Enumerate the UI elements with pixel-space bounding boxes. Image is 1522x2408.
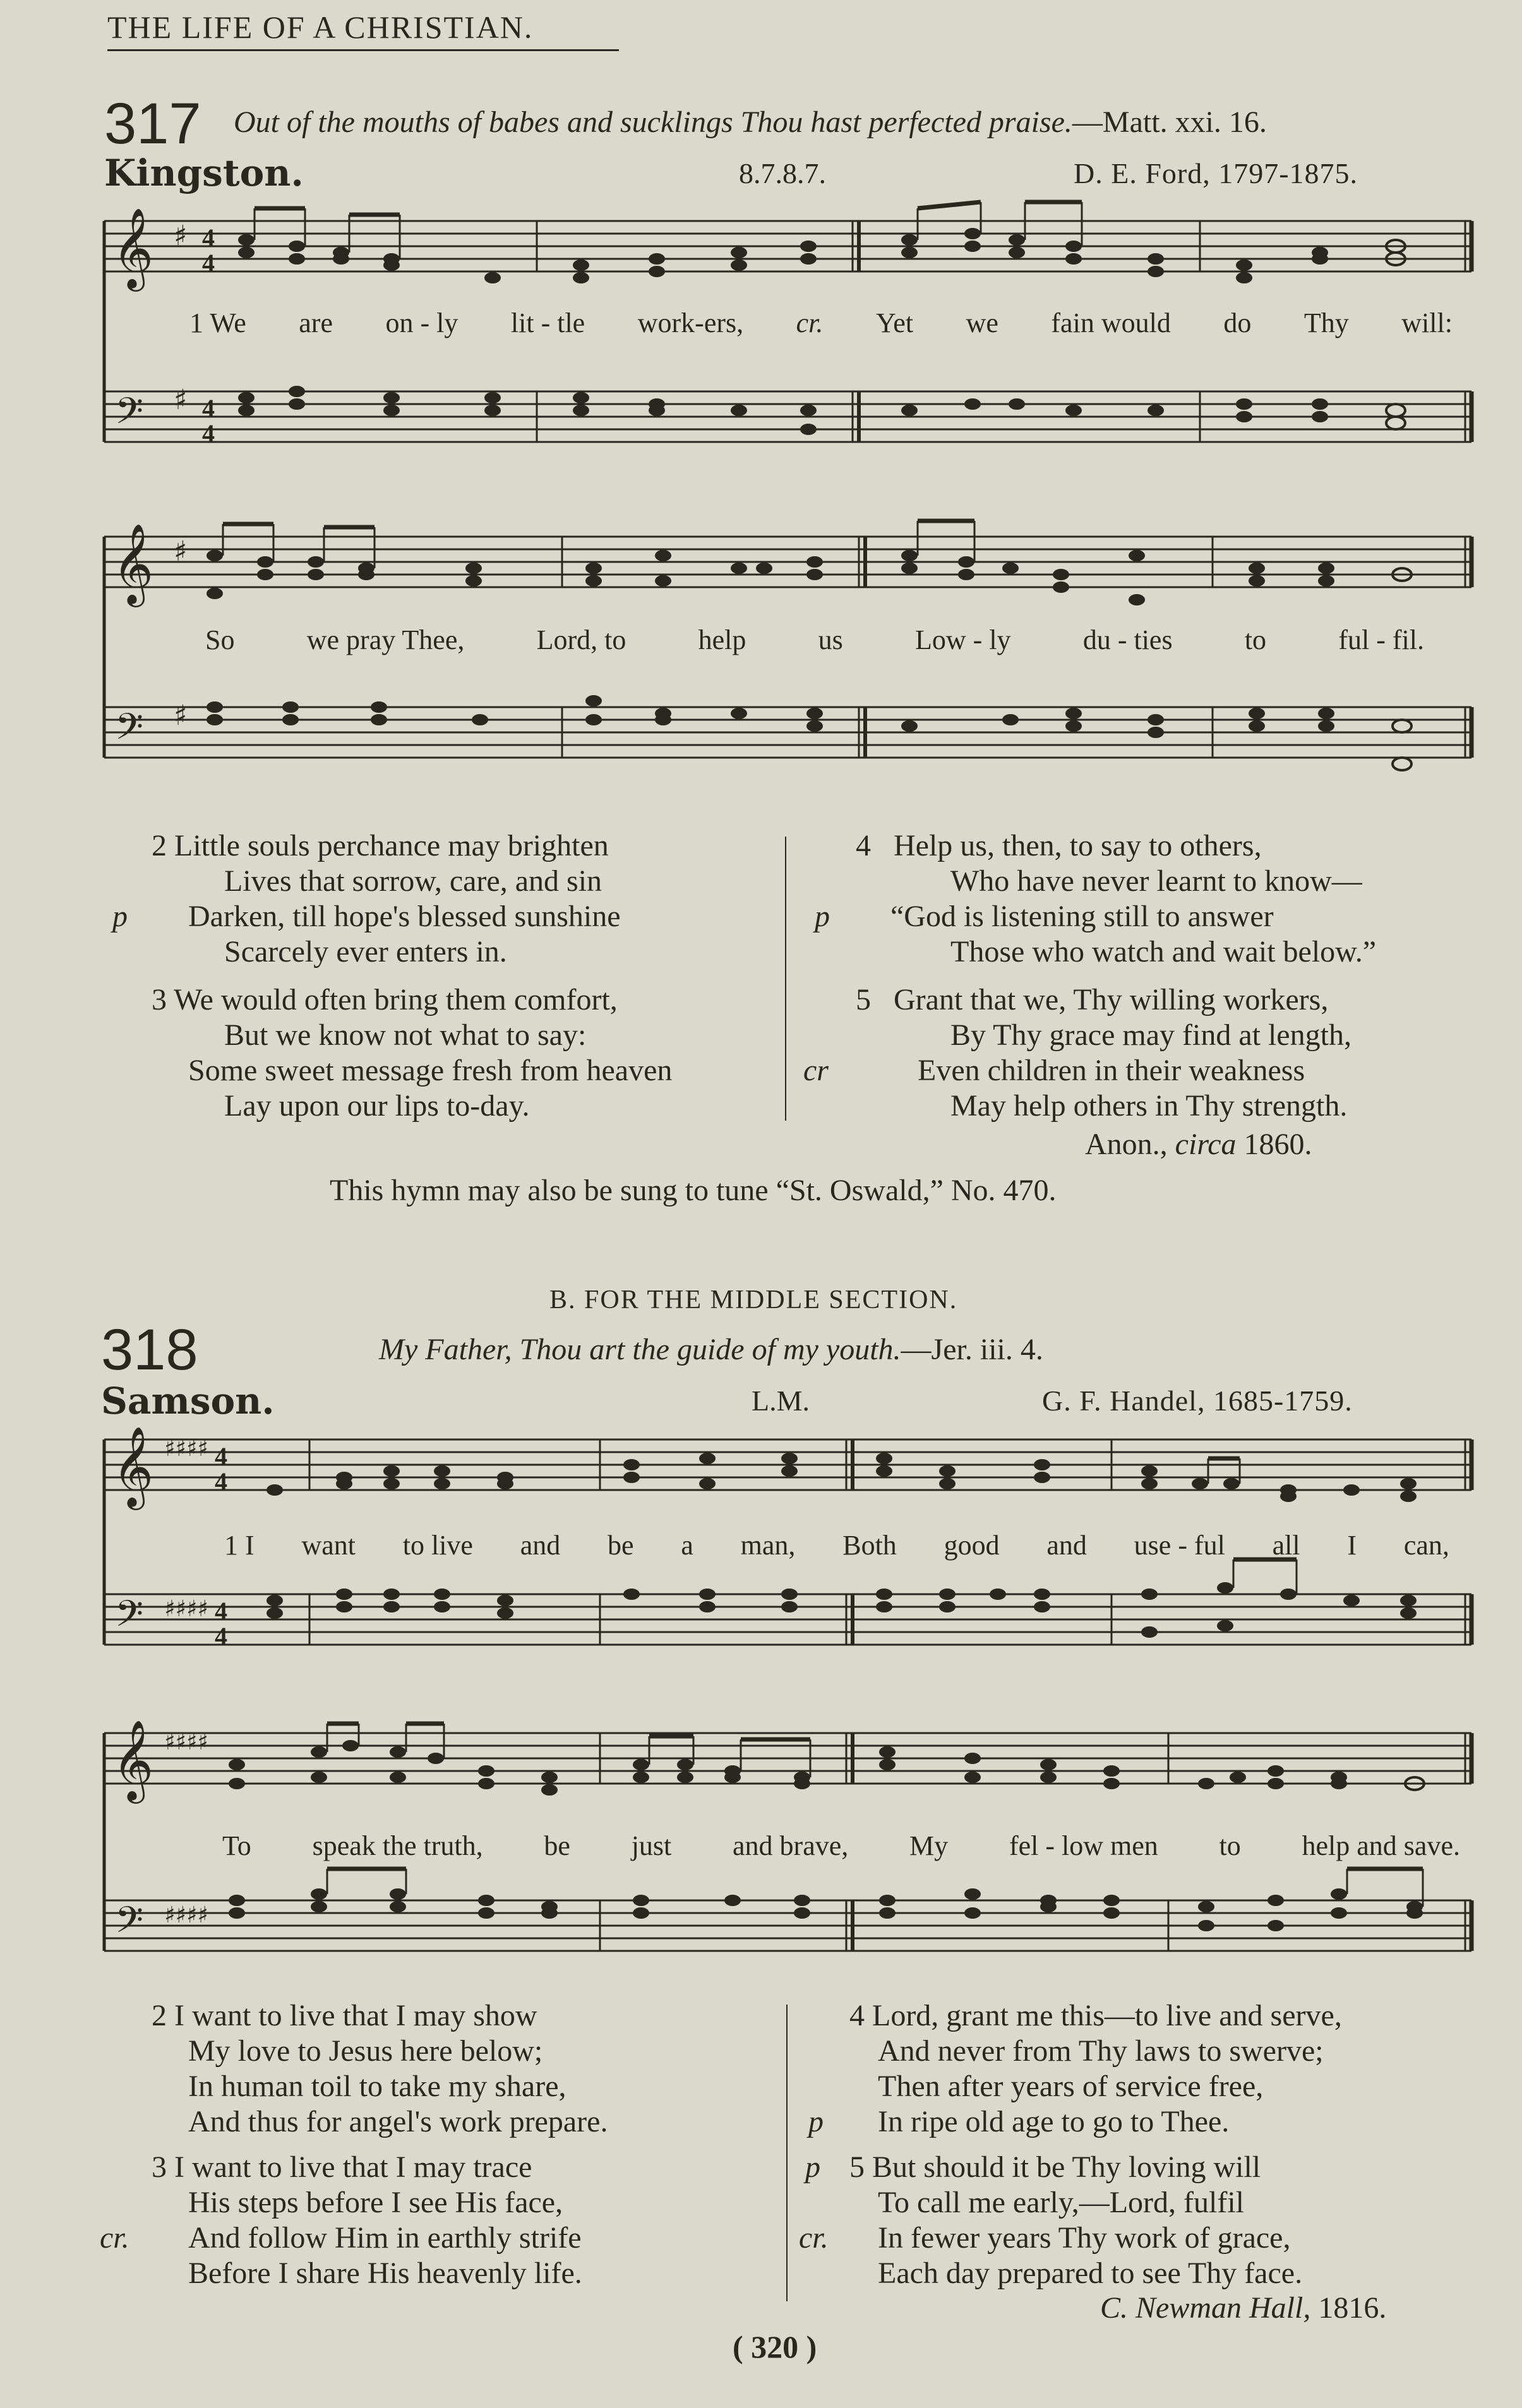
lyric-syllable: So bbox=[205, 624, 235, 655]
verse-line: In ripe old age to go to Thee. bbox=[878, 2105, 1230, 2138]
hymn-318-epigraph-ref: —Jer. iii. 4. bbox=[901, 1333, 1043, 1366]
verse-number: 4 bbox=[849, 1999, 865, 2032]
hymn-318-tune-name: Samson. bbox=[101, 1380, 275, 1422]
hymn-318-verse-5 bbox=[849, 2150, 1302, 2291]
lyric-syllable: Low - ly bbox=[915, 624, 1011, 655]
verse-text: Little souls perchance may brighten bbox=[174, 829, 609, 862]
verse-line bbox=[856, 828, 1376, 864]
verse-line: And never from Thy laws to swerve; bbox=[878, 2034, 1324, 2068]
verse-line bbox=[849, 1998, 1342, 2034]
verse-text: But should it be Thy loving will bbox=[872, 2150, 1261, 2184]
verse-line: May help others in Thy strength. bbox=[950, 1089, 1348, 1123]
lyric-syllable: To bbox=[222, 1830, 251, 1861]
verse-text: Lord, grant me this—to live and serve, bbox=[872, 1999, 1342, 2032]
svg-text:♯: ♯ bbox=[174, 384, 188, 416]
lyric-syllable: lit - tle bbox=[510, 307, 585, 338]
running-head: THE LIFE OF A CHRISTIAN. bbox=[107, 9, 619, 51]
verse-number: 3 bbox=[152, 2150, 167, 2184]
verse-line: “God is listening still to answer bbox=[890, 900, 1274, 933]
verse-line: Lives that sorrow, care, and sin bbox=[224, 864, 602, 898]
svg-text:♯: ♯ bbox=[174, 535, 188, 568]
lyric-syllable: use - ful bbox=[1134, 1530, 1225, 1561]
hymn-317-author-credit bbox=[1085, 1127, 1312, 1162]
lyric-syllable: I bbox=[1347, 1530, 1357, 1561]
lyric-syllable: fel - low men bbox=[1009, 1830, 1158, 1861]
lyric-syllable: du - ties bbox=[1082, 624, 1173, 655]
hymn-317-verse-4 bbox=[856, 828, 1376, 970]
dynamic-mark: p bbox=[815, 900, 830, 933]
svg-text:♯: ♯ bbox=[174, 700, 188, 732]
verse-line: His steps before I see His face, bbox=[188, 2186, 563, 2219]
hymn-317-verse-2 bbox=[152, 828, 621, 970]
lyric-syllable: and bbox=[520, 1530, 561, 1561]
svg-text:𝄢: 𝄢 bbox=[115, 390, 144, 441]
svg-text:♯♯♯♯: ♯♯♯♯ bbox=[164, 1436, 208, 1462]
verse-line: In human toil to take my share, bbox=[188, 2070, 566, 2103]
dynamic-mark: cr. bbox=[799, 2221, 829, 2255]
hymn-318-meter: L.M. bbox=[752, 1385, 810, 1417]
lyric-syllable: us bbox=[818, 624, 843, 655]
lyric-syllable: Thy bbox=[1303, 307, 1349, 338]
hymn-317-epigraph bbox=[234, 105, 1267, 140]
verse-number: 3 bbox=[152, 983, 167, 1016]
credit-author: C. Newman Hall, bbox=[1100, 2291, 1311, 2325]
lyric-syllable: and bbox=[1046, 1530, 1087, 1561]
section-title: B. FOR THE MIDDLE SECTION. bbox=[549, 1285, 958, 1314]
lyric-syllable: do bbox=[1223, 307, 1252, 338]
hymn-318-verse-4 bbox=[849, 1998, 1342, 2140]
verse-text: Grant that we, Thy willing workers, bbox=[894, 983, 1329, 1016]
verse-line: Each day prepared to see Thy face. bbox=[878, 2256, 1303, 2290]
verse-line: Some sweet message fresh from heaven bbox=[188, 1054, 673, 1087]
lyric-syllable: 1 I bbox=[224, 1530, 255, 1561]
verse-line: To call me early,—Lord, fulfil bbox=[878, 2186, 1244, 2219]
dynamic-mark: p bbox=[112, 900, 128, 933]
svg-text:𝄞: 𝄞 bbox=[112, 1426, 154, 1506]
verse-number: 2 bbox=[152, 1999, 167, 2032]
lyric-syllable: good bbox=[944, 1530, 1000, 1561]
verse-line bbox=[152, 1998, 608, 2034]
hymn-317-composer: D. E. Ford, 1797-1875. bbox=[1074, 157, 1358, 189]
lyric-syllable: to live bbox=[402, 1530, 473, 1561]
lyric-syllable: all bbox=[1272, 1530, 1300, 1561]
svg-text:4: 4 bbox=[215, 1597, 227, 1625]
svg-text:♯♯♯♯: ♯♯♯♯ bbox=[164, 1729, 208, 1755]
hymn-317-meter: 8.7.8.7. bbox=[739, 157, 826, 189]
lyric-syllable: help bbox=[698, 624, 746, 655]
svg-text:𝄞: 𝄞 bbox=[112, 523, 154, 604]
hymn-317-epigraph-ref: —Matt. xxi. 16. bbox=[1072, 105, 1267, 139]
verse-line: Even children in their weakness bbox=[918, 1054, 1305, 1087]
column-divider bbox=[785, 837, 786, 1121]
column-divider bbox=[786, 2005, 788, 2301]
svg-text:4: 4 bbox=[202, 249, 215, 277]
verse-number: 5 bbox=[849, 2150, 865, 2184]
lyric-syllable: 1 We bbox=[189, 307, 246, 338]
svg-text:4: 4 bbox=[202, 419, 215, 448]
lyric-syllable: man, bbox=[740, 1530, 796, 1561]
lyric-syllable: and brave, bbox=[733, 1830, 849, 1861]
lyric-syllable: a bbox=[681, 1530, 693, 1561]
dynamic-mark: p bbox=[808, 2105, 824, 2138]
svg-text:𝄞: 𝄞 bbox=[112, 207, 154, 288]
verse-text: I want to live that I may show bbox=[174, 1999, 537, 2032]
hymn-317-epigraph-text: Out of the mouths of babes and sucklings Thou hast perfected praise. bbox=[234, 105, 1072, 139]
hymn-318-verse-2 bbox=[152, 1998, 608, 2140]
verse-text: I want to live that I may trace bbox=[174, 2150, 532, 2184]
credit-year: 1816. bbox=[1318, 2291, 1387, 2325]
lyric-syllable: be bbox=[544, 1830, 570, 1861]
lyric-syllable: help and save. bbox=[1302, 1830, 1460, 1861]
lyric-syllable: speak the truth, bbox=[312, 1830, 483, 1861]
verse-line: And follow Him in earthly strife bbox=[188, 2221, 582, 2255]
verse-line bbox=[152, 982, 672, 1018]
credit-author: Anon., bbox=[1085, 1128, 1168, 1161]
verse-line: Before I share His heavenly life. bbox=[188, 2256, 582, 2290]
hymn-318-author-credit bbox=[1100, 2291, 1386, 2325]
svg-text:𝄞: 𝄞 bbox=[112, 1719, 154, 1800]
verse-line: In fewer years Thy work of grace, bbox=[878, 2221, 1291, 2255]
hymn-318-lyrics-line-1 bbox=[224, 1529, 1449, 1561]
verse-line: But we know not what to say: bbox=[224, 1018, 587, 1052]
lyric-syllable: we bbox=[966, 307, 998, 338]
hymn-318-composer: G. F. Handel, 1685-1759. bbox=[1042, 1385, 1353, 1417]
verse-number: 2 bbox=[152, 829, 167, 862]
lyric-syllable: ful - fil. bbox=[1338, 624, 1424, 655]
hymn-318-number: 318 bbox=[101, 1318, 198, 1382]
lyric-syllable: Lord, to bbox=[536, 624, 626, 655]
hymn-317-number: 317 bbox=[104, 92, 201, 156]
verse-line: Lay upon our lips to-day. bbox=[224, 1089, 530, 1123]
verse-line: Then after years of service free, bbox=[878, 2070, 1264, 2103]
hymn-317-verse-3 bbox=[152, 982, 672, 1124]
lyric-syllable: want bbox=[301, 1530, 356, 1561]
hymn-318-epigraph-text: My Father, Thou art the guide of my youth. bbox=[379, 1333, 901, 1366]
hymn-317-lyrics-line-2 bbox=[205, 624, 1424, 656]
lyric-syllable: be bbox=[608, 1530, 634, 1561]
credit-year: 1860. bbox=[1243, 1128, 1312, 1161]
svg-text:4: 4 bbox=[202, 394, 215, 422]
lyric-syllable: on - ly bbox=[385, 307, 458, 338]
hymn-317-tune-name: Kingston. bbox=[104, 152, 304, 194]
lyric-syllable: Both bbox=[842, 1530, 897, 1561]
hymn-317-verse-5 bbox=[856, 982, 1351, 1124]
dynamic-mark: p bbox=[805, 2150, 820, 2184]
lyric-syllable: Yet bbox=[875, 307, 914, 338]
hymn-318-lyrics-line-2 bbox=[222, 1830, 1460, 1862]
lyric-syllable: to bbox=[1219, 1830, 1241, 1861]
verse-text: Help us, then, to say to others, bbox=[894, 829, 1262, 862]
svg-text:4: 4 bbox=[215, 1467, 227, 1496]
verse-line: My love to Jesus here below; bbox=[188, 2034, 543, 2068]
lyric-syllable: to bbox=[1244, 624, 1267, 655]
hymn-318-verse-3 bbox=[152, 2150, 582, 2291]
svg-text:𝄢: 𝄢 bbox=[115, 1898, 144, 1950]
verse-line: Darken, till hope's blessed sunshine bbox=[188, 900, 621, 933]
dynamic-mark: cr. bbox=[100, 2221, 129, 2255]
svg-text:♯♯♯♯: ♯♯♯♯ bbox=[164, 1902, 208, 1928]
hymn-317-lyrics-line-1 bbox=[189, 307, 1453, 339]
lyric-syllable: can, bbox=[1403, 1530, 1449, 1561]
credit-circa: circa bbox=[1175, 1128, 1237, 1161]
lyric-syllable: are bbox=[299, 307, 333, 338]
dynamic-mark: cr. bbox=[796, 307, 824, 338]
verse-line bbox=[152, 828, 621, 864]
svg-text:♯: ♯ bbox=[174, 220, 188, 252]
svg-text:4: 4 bbox=[215, 1442, 227, 1470]
verse-line: By Thy grace may find at length, bbox=[950, 1018, 1351, 1052]
verse-line: Who have never learnt to know— bbox=[950, 864, 1362, 898]
page-number: ( 320 ) bbox=[733, 2329, 817, 2364]
svg-text:♯♯♯♯: ♯♯♯♯ bbox=[164, 1596, 208, 1622]
lyric-syllable: My bbox=[909, 1830, 949, 1861]
svg-text:4: 4 bbox=[215, 1622, 227, 1650]
verse-number: 5 bbox=[856, 983, 871, 1016]
verse-line: Those who watch and wait below.” bbox=[950, 935, 1377, 969]
verse-line bbox=[152, 2150, 582, 2185]
svg-text:4: 4 bbox=[202, 224, 215, 252]
hymn-318-epigraph bbox=[379, 1332, 1043, 1367]
verse-line: And thus for angel's work prepare. bbox=[188, 2105, 608, 2138]
lyric-syllable: work-ers, bbox=[637, 307, 744, 338]
svg-text:𝄢: 𝄢 bbox=[115, 1592, 144, 1644]
verse-number: 4 bbox=[856, 829, 871, 862]
hymn-317-tune-note: This hymn may also be sung to tune “St. Oswald,” No. 470. bbox=[330, 1174, 1057, 1207]
lyric-syllable: we pray Thee, bbox=[306, 624, 465, 655]
lyric-syllable: just bbox=[631, 1830, 672, 1861]
verse-text: We would often bring them comfort, bbox=[174, 983, 618, 1016]
lyric-syllable: fain would bbox=[1051, 307, 1171, 338]
verse-line: Scarcely ever enters in. bbox=[224, 935, 507, 969]
verse-line bbox=[849, 2150, 1302, 2185]
svg-text:𝄢: 𝄢 bbox=[115, 705, 144, 757]
verse-line bbox=[856, 982, 1351, 1018]
lyric-syllable: will: bbox=[1401, 307, 1453, 338]
dynamic-mark: cr bbox=[803, 1054, 829, 1087]
